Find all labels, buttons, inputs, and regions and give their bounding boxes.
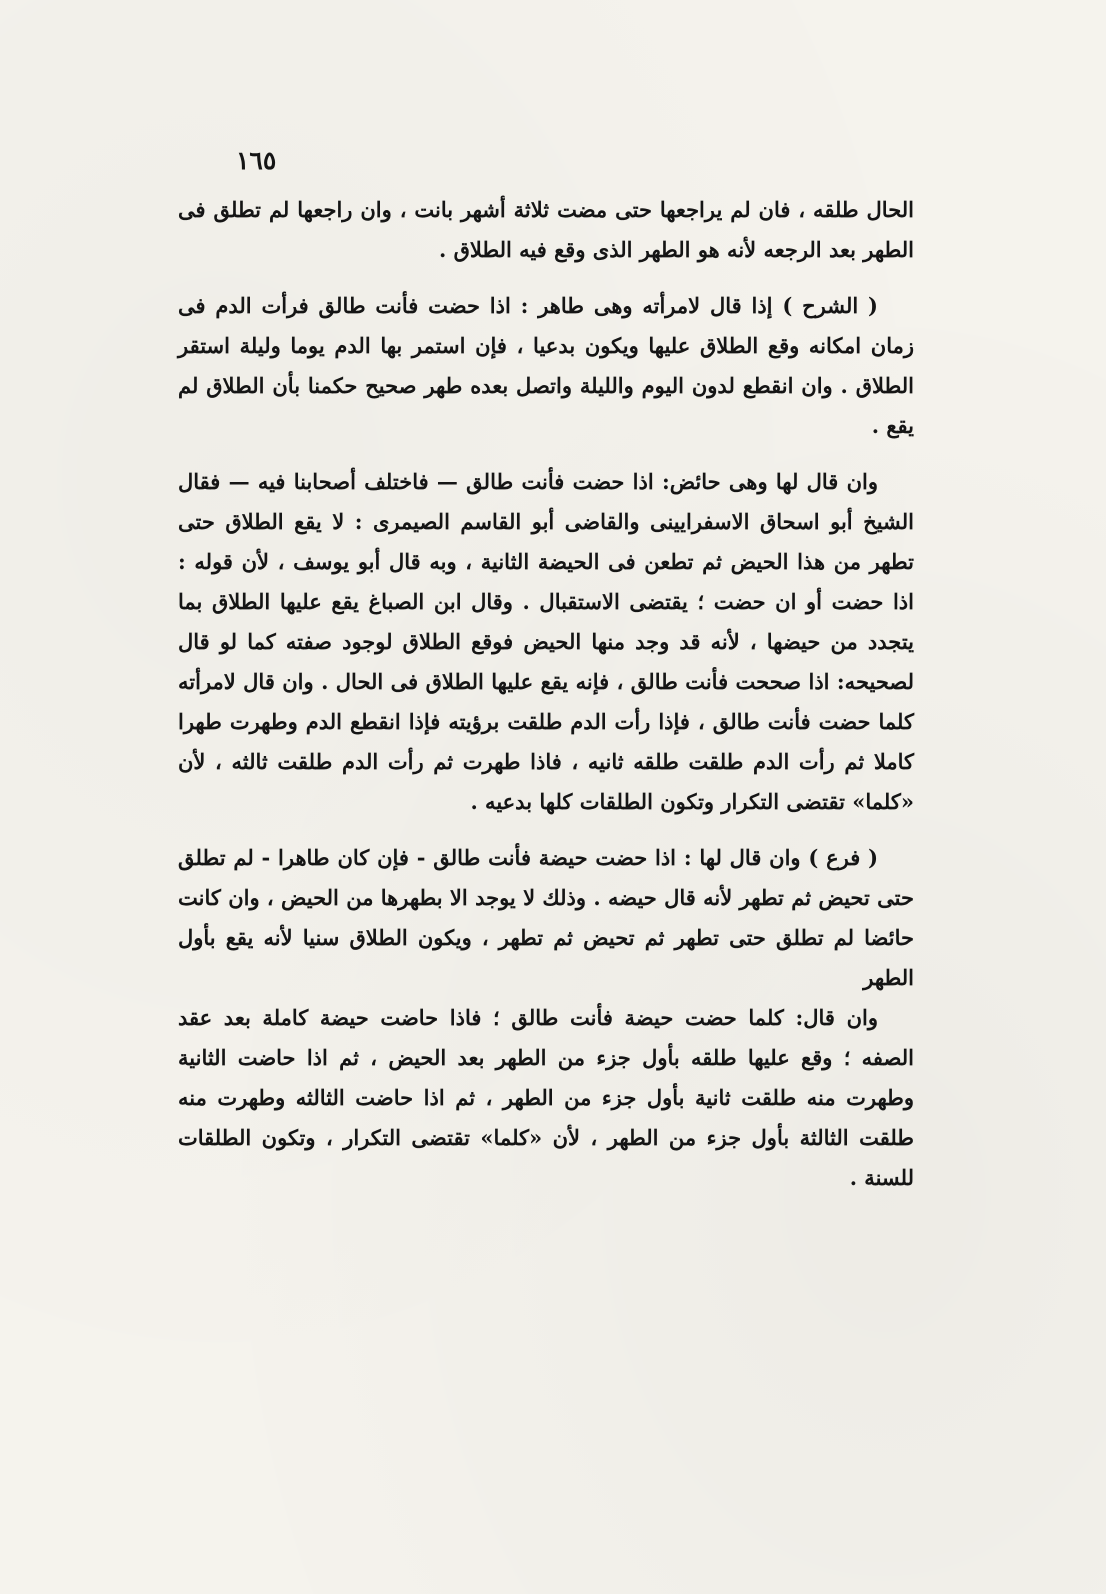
paragraph-5: وان قال: كلما حضت حيضة فأنت طالق ؛ فاذا حاضت حيضة كاملة بعد عقد الصفه ؛ وقع عليها طلقه بأول جزء من الطهر بعد الحيض ، ثم اذا حاضت الثانية وطهرت منه طلقت ثانية بأول جزء من الطهر ، ثم اذا حاضت الثالثه وطهرت منه طلقت الثالثة بأول جزء من الطهر ، لأن «كلما» تقتضى التكرار ، وتكون الطلقات للسنة .: [178, 1005, 914, 1190]
paragraph-1: الحال طلقه ، فان لم يراجعها حتى مضت ثلاثة أشهر بانت ، وان راجعها لم تطلق فى الطهر بعد الرجعه لأنه هو الطهر الذى وقع فيه الطلاق .: [178, 197, 914, 262]
paragraph-2: ( الشرح ) إذا قال لامرأته وهى طاهر : اذا حضت فأنت طالق فرأت الدم فى زمان امكانه وقع الطلاق عليها ويكون بدعيا ، فإن استمر بها الدم يوما وليلة استقر الطلاق . وان انقطع لدون اليوم والليلة واتصل بعده طهر صحيح حكمنا بأن الطلاق لم يقع .: [178, 293, 914, 438]
page-number: ١٦٥: [236, 146, 277, 175]
body-text: [178, 190, 914, 1214]
paragraph-3: وان قال لها وهى حائض: اذا حضت فأنت طالق — فاختلف أصحابنا فيه — فقال الشيخ أبو اسحاق الاسفرايينى والقاضى أبو القاسم الصيمرى : لا يقع الطلاق حتى تطهر من هذا الحيض ثم تطعن فى الحيضة الثانية ، وبه قال أبو يوسف ، لأن قوله : اذا حضت أو ان حضت ؛ يقتضى الاستقبال . وقال ابن الصباغ يقع عليها الطلاق بما يتجدد من حيضها ، لأنه قد وجد منها الحيض فوقع الطلاق لوجود صفته كما لو قال لصحيحه: اذا صححت فأنت طالق ، فإنه يقع عليها الطلاق فى الحال . وان قال لامرأته كلما حضت فأنت طالق ، فإذا رأت الدم طلقت برؤيته فإذا انقطع الدم وطهرت طهرا كاملا ثم رأت الدم طلقت طلقه ثانيه ، فاذا طهرت ثم رأت الدم طلقت ثالثه ، لأن «كلما» تقتضى التكرار وتكون الطلقات كلها بدعيه .: [178, 469, 914, 814]
paragraph-4: ( فرع ) وان قال لها : اذا حضت حيضة فأنت طالق - فإن كان طاهرا - لم تطلق حتى تحيض ثم تطهر لأنه قال حيضه . وذلك لا يوجد الا بطهرها من الحيض ، وان كانت حائضا لم تطلق حتى تطهر ثم تحيض ثم تطهر ، ويكون الطلاق سنيا لأنه يقع بأول الطهر: [178, 845, 914, 990]
